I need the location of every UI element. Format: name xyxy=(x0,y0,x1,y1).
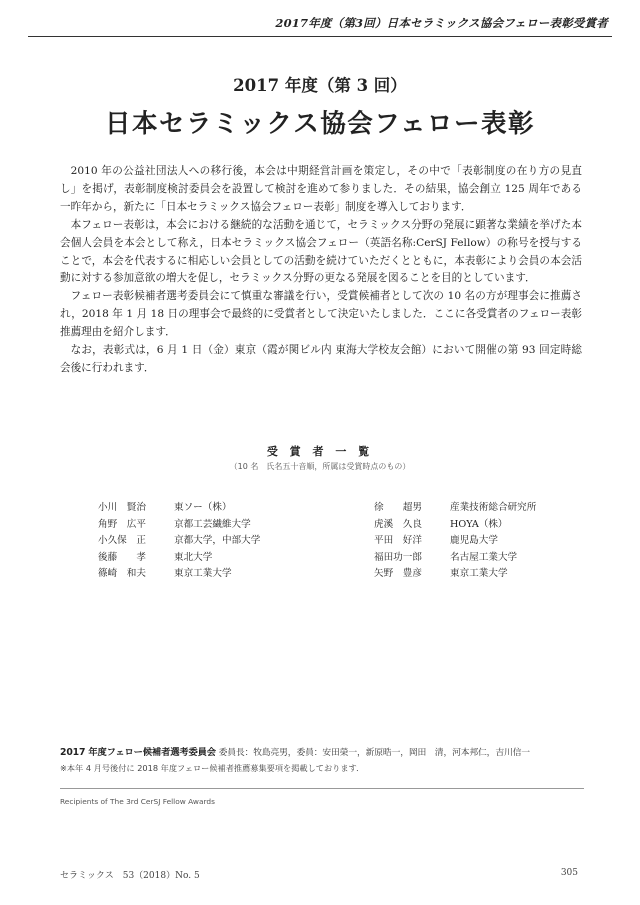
paragraph: 本フェロー表彰は，本会における継続的な活動を通じて，セラミックス分野の発展に顕著な業績を挙げた本会個人会員を本会として称え，日本セラミックス協会フェロー（英語名称:CerSJ Fellow）の称号を授与することで，本会を代表するに相応しい会員としての活動を続けていただくとともに，本表彰により会員の本会活動に対する参加意欲の増大を促し，セラミックス分野の更なる発展を図ることを目的としています． xyxy=(60,218,582,285)
recipient-name: 篠崎 和夫 xyxy=(98,568,146,580)
running-header xyxy=(28,14,612,37)
committee-label: 2017 年度フェロー候補者選考委員会 xyxy=(60,747,216,758)
recipient-row xyxy=(98,500,260,517)
footer-journal: セラミックス 53（2018）No. 5 xyxy=(60,871,200,881)
recipient-row xyxy=(98,533,260,550)
committee-line xyxy=(60,744,640,758)
recipient-affiliation: 東京工業大学 xyxy=(450,568,508,580)
recipient-affiliation: HOYA（株） xyxy=(450,518,508,530)
recipient-name: 福田功一郎 xyxy=(374,551,422,563)
recipients-heading: 受 賞 者 一 覧 xyxy=(266,445,374,458)
intro-text xyxy=(60,163,582,378)
committee-members: 委員長：牧島亮男，委員：安田榮一，新原晧一，岡田 清，河本邦仁，吉川信一 xyxy=(218,748,530,758)
recipient-name: 後藤 孝 xyxy=(98,551,146,563)
english-title: Recipients of The 3rd CerSJ Fellow Awards xyxy=(60,797,215,806)
recipient-affiliation: 東北大学 xyxy=(174,551,213,563)
recipients-right-column xyxy=(374,500,536,583)
paragraph: 2010 年の公益社団法人への移行後，本会は中期経営計画を策定し，その中で「表彰制度の在り方の見直し」を掲げ，表彰制度検討委員会を設置して検討を進めて参りました．その結果，協会創立 125 周年である一昨年から，新たに「日本セラミックス協会フェロー表彰」制度を導入しております． xyxy=(60,165,582,213)
recipient-name: 角野 広平 xyxy=(98,518,146,530)
committee-note: ※本年 4 月号後付に 2018 年度フェロー候補者推薦募集要項を掲載しております． xyxy=(60,763,365,773)
recipient-row xyxy=(374,566,536,583)
recipient-row xyxy=(374,533,536,550)
paragraph: なお，表彰式は，6 月 1 日（金）東京（霞が関ビル内 東海大学校友会館）において開催の第 93 回定時総会後に行われます． xyxy=(60,344,582,374)
page-title: 日本セラミックス協会フェロー表彰 xyxy=(105,109,535,139)
recipients-left-column xyxy=(98,500,260,583)
recipient-affiliation: 名古屋工業大学 xyxy=(450,551,518,563)
subtitle: 2017 年度（第 3 回） xyxy=(233,76,407,95)
recipient-row xyxy=(374,500,536,517)
recipient-row xyxy=(98,517,260,534)
recipient-name: 徐 超男 xyxy=(374,502,422,513)
recipient-affiliation: 産業技術総合研究所 xyxy=(450,502,537,513)
recipient-name: 平田 好洋 xyxy=(374,535,422,547)
page-number: 305 xyxy=(560,868,578,878)
recipient-name: 小川 賢治 xyxy=(98,502,146,513)
recipient-affiliation: 東ソー（株） xyxy=(174,502,232,513)
running-header-text: 2017年度（第3回）日本セラミックス協会フェロー表彰受賞者 xyxy=(275,16,608,30)
recipient-affiliation: 東京工業大学 xyxy=(174,568,232,580)
recipient-row xyxy=(374,550,536,567)
paragraph: フェロー表彰候補者選考委員会にて慎重な審議を行い，受賞候補者として次の 10 名の方が理事会に推薦され，2018 年 1 月 18 日の理事会で最終的に受賞者として決定いたしました．ここに各受賞者のフェロー表彰推薦理由を紹介します． xyxy=(60,290,582,339)
recipient-row xyxy=(98,550,260,567)
recipient-row xyxy=(374,517,536,534)
divider xyxy=(60,788,584,789)
recipient-name: 虎溪 久良 xyxy=(374,518,422,530)
recipient-row xyxy=(98,566,260,583)
recipient-affiliation: 京都大学，中部大学 xyxy=(174,535,261,547)
recipient-affiliation: 京都工芸繊維大学 xyxy=(174,518,251,530)
recipients-note: （10 名 氏名五十音順，所属は受賞時点のもの） xyxy=(229,462,411,471)
recipient-name: 小久保 正 xyxy=(98,535,146,547)
recipient-affiliation: 鹿児島大学 xyxy=(450,535,498,547)
recipient-name: 矢野 豊彦 xyxy=(374,568,422,580)
